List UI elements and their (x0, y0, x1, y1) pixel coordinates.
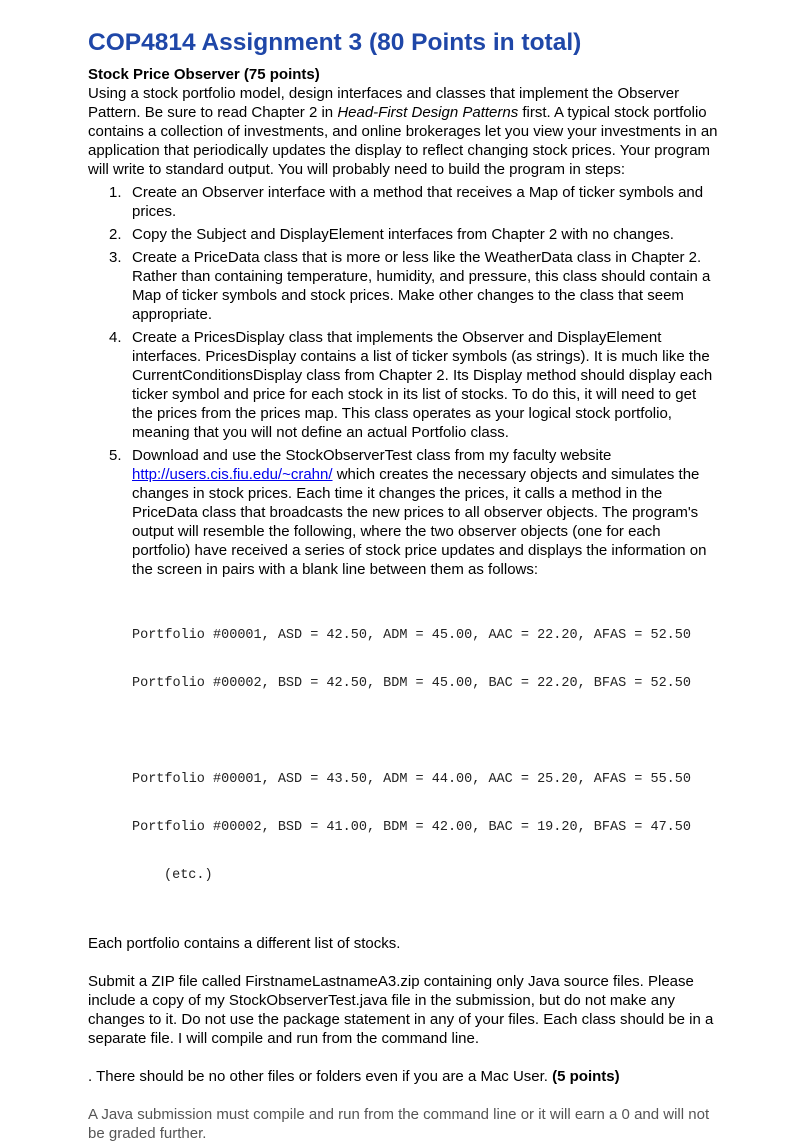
book-title: Head-First Design Patterns (337, 104, 519, 121)
sample-output (132, 596, 718, 916)
step-item-4 (88, 328, 718, 442)
step-item-1 (88, 183, 718, 221)
step-number: 2. (109, 226, 122, 243)
step-text: Download and use the StockObserverTest class from my faculty website (132, 447, 612, 464)
step-text: Create a PricesDisplay class that implements the Observer and DisplayElement interfaces. PricesDisplay contains a list of ticker symbols (as strings). It is much like the CurrentConditionsDisplay class from Chapter 2. Its Display method should display each ticker symbol and price for each stock in its list of stocks. To do this, it will need to get the prices from the prices map. This class operates as your logical stock portfolio, meaning that you will not define an actual Portfolio class. (132, 329, 713, 441)
section-heading: Stock Price Observer (75 points) (88, 66, 320, 83)
files-note-text: . There should be no other files or folders even if you are a Mac User. (88, 1068, 553, 1085)
step-number: 4. (109, 329, 122, 346)
step-item-2 (88, 225, 718, 244)
step-number: 5. (109, 447, 122, 464)
submit-paragraph: Submit a ZIP file called FirstnameLastnameA3.zip containing only Java source files. Please include a copy of my StockObserverTest.java file in the submission, but do not make any changes to it. Do not use the package statement in any of your files. Each class should be in a separate file. I will compile and run from the command line. (88, 973, 714, 1047)
final-note: A Java submission must compile and run from the command line or it will earn a 0 and will not be graded further. (88, 1106, 710, 1142)
step-item-5 (88, 446, 718, 579)
output-etc: (etc.) (164, 868, 213, 883)
step-text: Copy the Subject and DisplayElement interfaces from Chapter 2 with no changes. (132, 226, 674, 243)
intro-paragraph (88, 84, 718, 179)
portfolio-note: Each portfolio contains a different list of stocks. (88, 935, 401, 952)
step-text-cont: which creates the necessary objects and simulates the changes in stock prices. Each time it changes the prices, it calls a method in the PriceData class that broadcasts the new prices to all observer objects. The program's output will resemble the following, where the two observer objects (one for each portfolio) have received a series of stock price updates and displays the information on the screen in pairs with a blank line between them as follows: (132, 466, 707, 578)
output-line: Portfolio #00001, ASD = 42.50, ADM = 45.00, AAC = 22.20, AFAS = 52.50 (132, 628, 691, 643)
step-text: Create a PriceData class that is more or less like the WeatherData class in Chapter 2. Rather than containing temperature, humidity, and pressure, this class should contain a Map of ticker symbols and stock prices. Make other changes to the class that seem appropriate. (132, 249, 711, 323)
step-item-3 (88, 248, 718, 324)
step-text: Create an Observer interface with a method that receives a Map of ticker symbols and prices. (132, 184, 704, 220)
step-number: 3. (109, 249, 122, 266)
intro-text-1: Using a stock portfolio model, design interfaces and classes that implement the Observer Pattern. Be sure to read Chapter 2 in (88, 85, 680, 121)
faculty-website-link[interactable]: http://users.cis.fiu.edu/~crahn/ (132, 466, 333, 483)
page-title: COP4814 Assignment 3 (80 Points in total) (88, 29, 582, 56)
assignment-document (88, 28, 718, 1143)
output-line: Portfolio #00002, BSD = 42.50, BDM = 45.00, BAC = 22.20, BFAS = 52.50 (132, 676, 691, 691)
step-number: 1. (109, 184, 122, 201)
files-note-points: (5 points) (552, 1068, 620, 1085)
intro-text-2: first. A typical stock portfolio contains a collection of investments, and online brokerages let you view your investments in an application that periodically updates the display to reflect changing stock prices. Your program will write to standard output. You will probably need to build the program in steps: (88, 104, 718, 178)
output-line: Portfolio #00001, ASD = 43.50, ADM = 44.00, AAC = 25.20, AFAS = 55.50 (132, 772, 691, 787)
steps-list (88, 183, 718, 579)
files-note (88, 1067, 718, 1086)
output-line: Portfolio #00002, BSD = 41.00, BDM = 42.00, BAC = 19.20, BFAS = 47.50 (132, 820, 691, 835)
